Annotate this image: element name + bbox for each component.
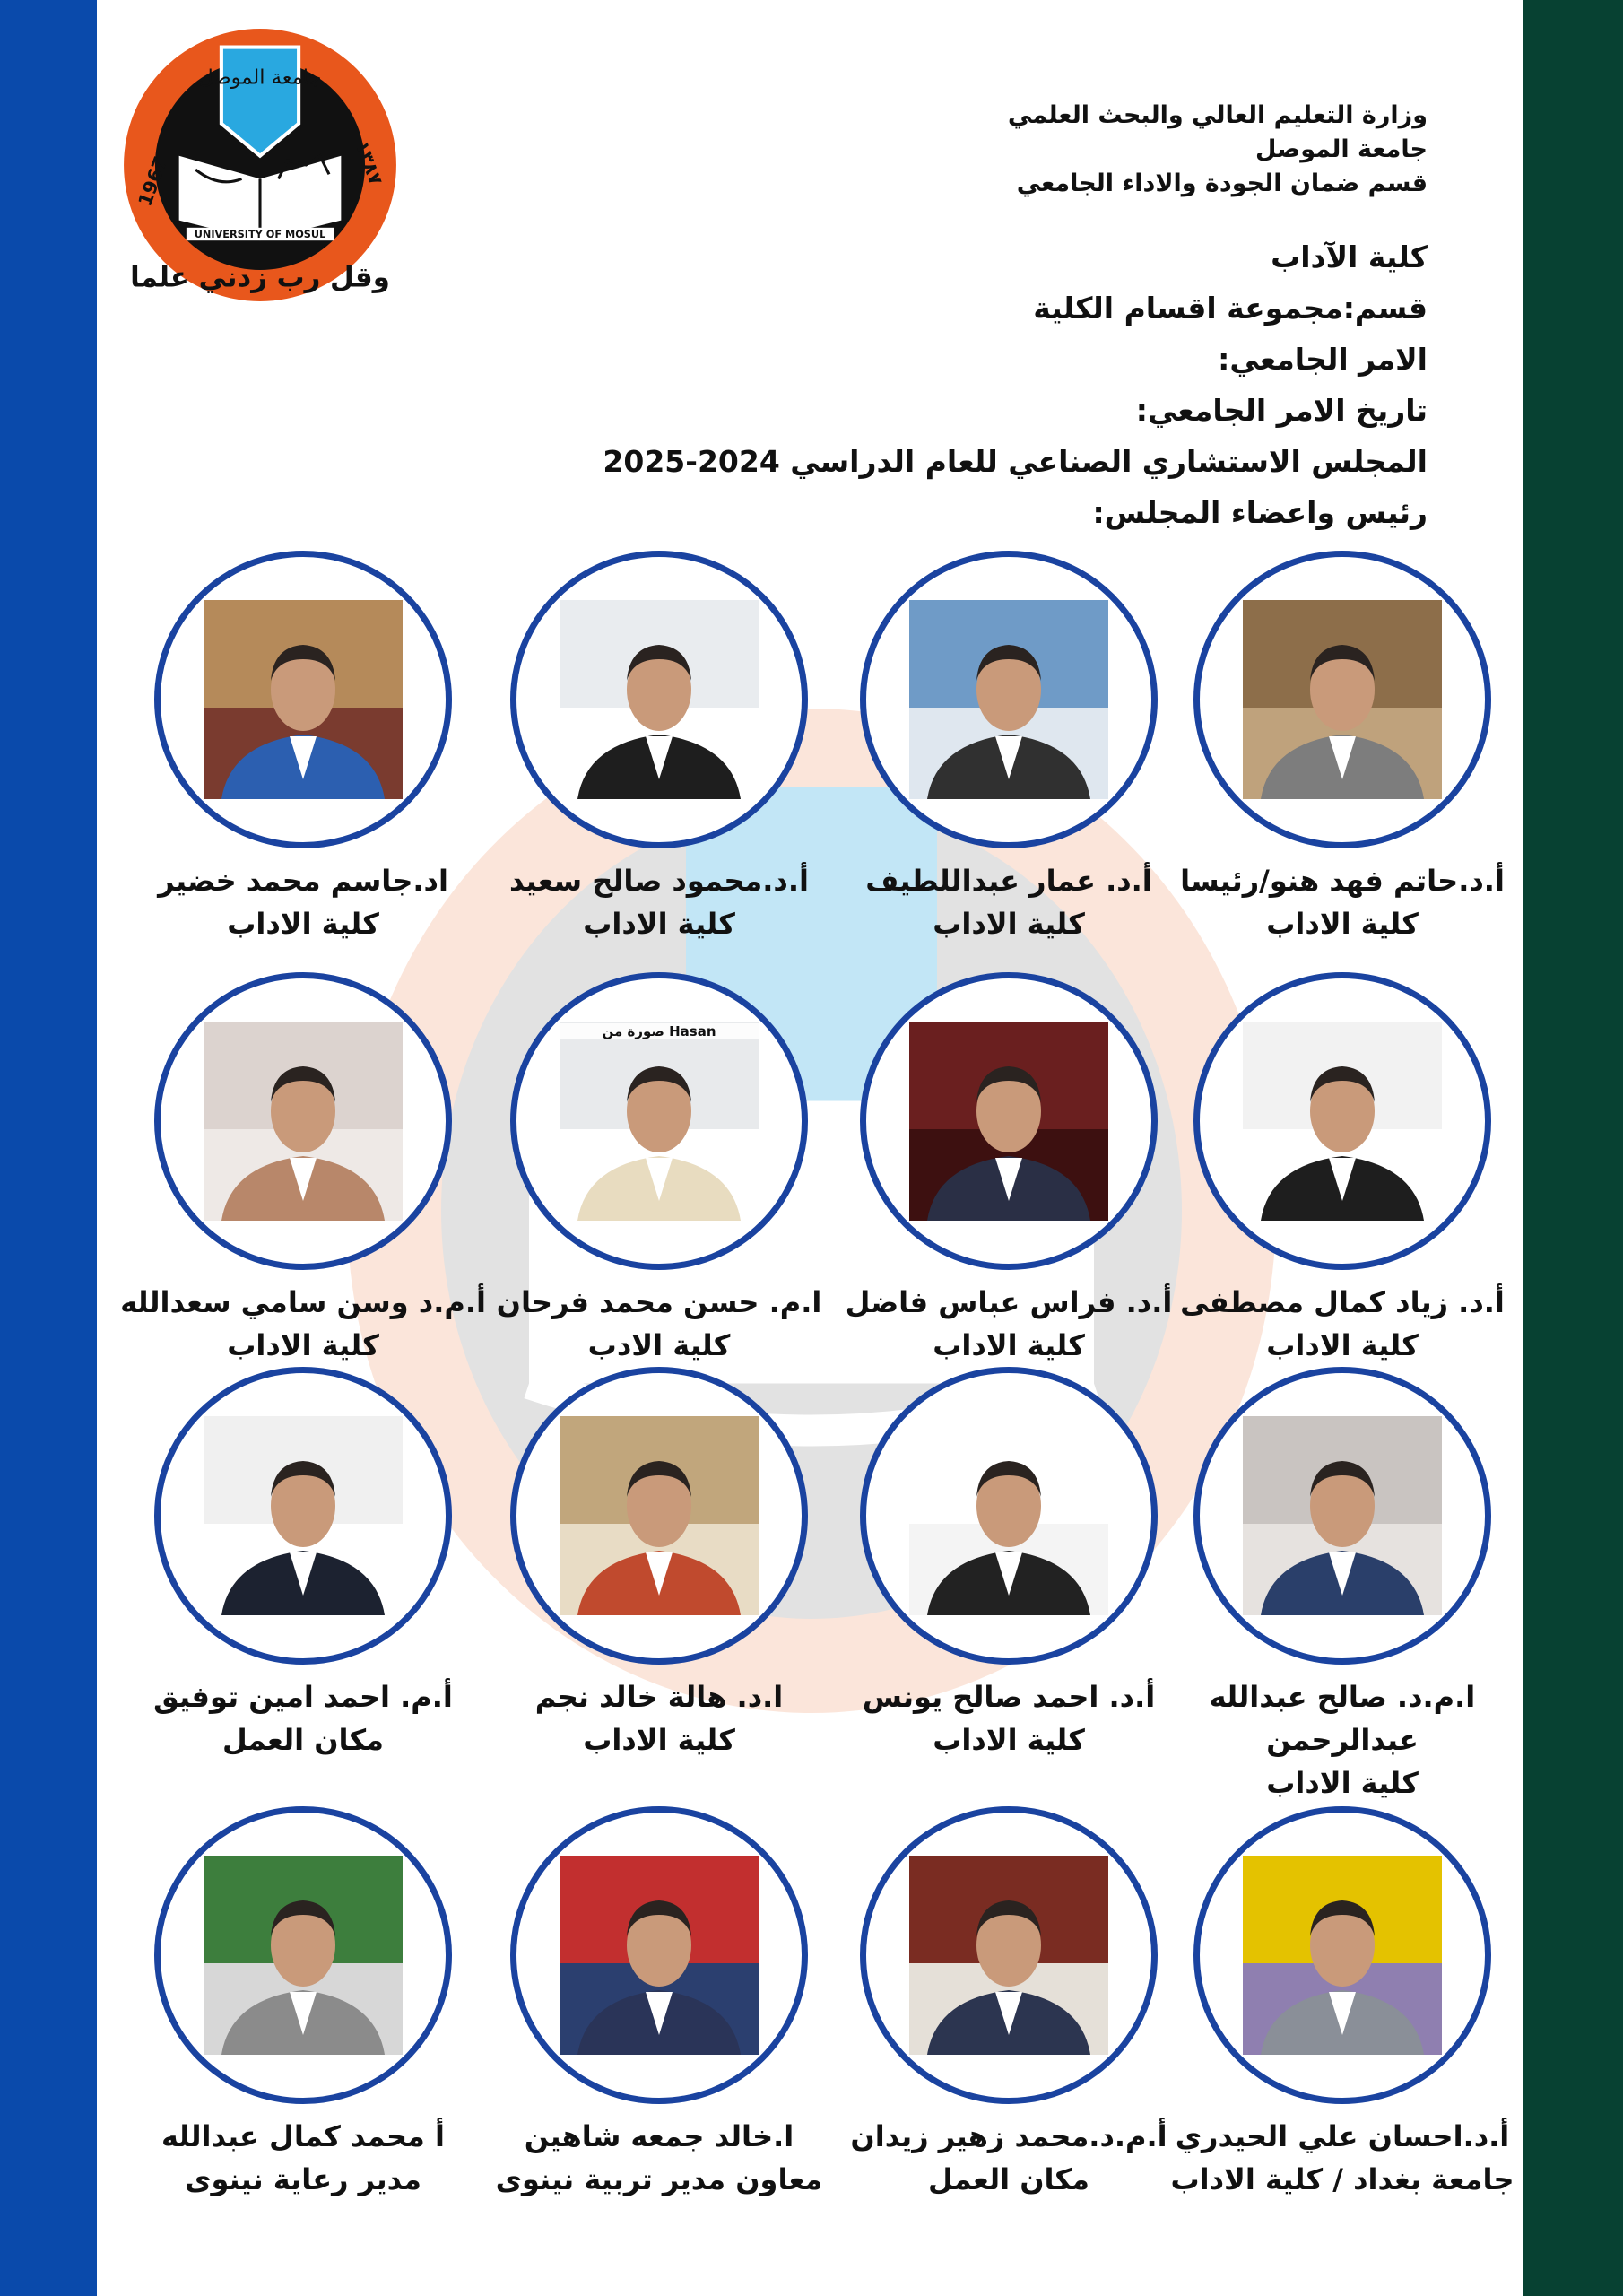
member-affiliation: مكان العمل [928, 2162, 1089, 2196]
member-caption [820, 1675, 1197, 1761]
logo-year-right: ١٣٨٧ [351, 137, 387, 188]
member-affiliation: كلية الاداب [227, 1328, 379, 1362]
member-photo-circle [1193, 1806, 1491, 2104]
member-affiliation: كلية الاداب [1266, 907, 1419, 941]
member-photo-circle [510, 972, 808, 1270]
person-portrait-icon [560, 600, 759, 799]
logo-motto: وقل رب زدني علما [130, 261, 390, 294]
member-name: أ.م.د.محمد زهير زيدان [850, 2119, 1167, 2153]
order-date-line: تاريخ الامر الجامعي: [1135, 393, 1428, 428]
person-portrait-icon [204, 1416, 403, 1615]
council-title: المجلس الاستشاري الصناعي للعام الدراسي 2024-2025 [603, 444, 1428, 479]
photo-caption: صورة من Hasan [560, 1023, 759, 1039]
member-name: أ.م. احمد امين توفيق [153, 1680, 453, 1714]
member-photo-circle [154, 1367, 452, 1665]
member-caption [820, 859, 1197, 945]
member-photo-circle [1193, 1367, 1491, 1665]
member-affiliation: مدير رعاية نينوى [185, 2162, 421, 2196]
right-green-bar [1523, 0, 1623, 2296]
member-name: أ.د. زياد كمال مصطفى [1180, 1285, 1505, 1319]
member-photo-circle [154, 1806, 452, 2104]
person-portrait-icon [560, 1416, 759, 1615]
member-photo-circle [860, 1367, 1158, 1665]
member-affiliation: كلية الاداب [933, 1723, 1085, 1757]
college-line: كلية الآداب [1271, 239, 1428, 274]
member-affiliation: كلية الاداب [583, 1723, 735, 1757]
member-name: ا.م.د. صالح عبدالله [1209, 1680, 1476, 1714]
person-portrait-icon [909, 600, 1108, 799]
logo-band-text: UNIVERSITY OF MOSUL [194, 229, 326, 241]
person-portrait-icon [1243, 1416, 1442, 1615]
member-photo [1243, 1022, 1442, 1221]
member-photo-circle [510, 1806, 808, 2104]
member-photo-circle [510, 1367, 808, 1665]
person-portrait-icon [560, 1022, 759, 1221]
member-name: أ محمد كمال عبدالله [161, 2119, 445, 2153]
left-blue-bar [0, 0, 97, 2296]
member-name: أ.د.احسان علي الحيدري [1175, 2119, 1510, 2153]
member-name: أ.د. احمد صالح يونس [862, 1680, 1156, 1714]
member-photo [560, 1856, 759, 2055]
member-caption [1154, 1281, 1531, 1367]
member-affiliation: مكان العمل [222, 1723, 384, 1757]
person-portrait-icon [560, 1856, 759, 2055]
person-portrait-icon [909, 1022, 1108, 1221]
member-caption [1154, 1675, 1531, 1805]
person-portrait-icon [204, 1856, 403, 2055]
member-photo [909, 1022, 1108, 1221]
member-affiliation: كلية الاداب [1266, 1766, 1419, 1800]
member-caption [1154, 2115, 1531, 2201]
member-photo-circle [860, 972, 1158, 1270]
logo-top-text: جامعة الموصل [198, 65, 322, 90]
member-photo [204, 1856, 403, 2055]
member-photo-circle [1193, 551, 1491, 848]
member-caption [820, 1281, 1197, 1367]
university-logo [122, 27, 398, 303]
member-name-line2: عبدالرحمن [1266, 1723, 1419, 1757]
member-affiliation: كلية الاداب [933, 1328, 1085, 1362]
member-photo [1243, 600, 1442, 799]
member-caption [471, 2115, 847, 2201]
university-line: جامعة الموصل [1255, 135, 1428, 163]
member-caption [115, 1281, 491, 1367]
member-photo-circle [154, 551, 452, 848]
member-name: أ.د.محمود صالح سعيد [509, 864, 809, 898]
members-heading: رئيس واعضاء المجلس: [1092, 495, 1428, 530]
member-photo [560, 1022, 759, 1221]
person-portrait-icon [204, 1022, 403, 1221]
member-name: اد.جاسم محمد خضير [158, 864, 448, 898]
logo-year-left: 1967 [134, 153, 172, 210]
member-photo [909, 1416, 1108, 1615]
member-affiliation: كلية الاداب [583, 907, 735, 941]
member-photo-circle [154, 972, 452, 1270]
member-name: أ.د.حاتم فهد هنو/رئيسا [1180, 864, 1505, 898]
person-portrait-icon [1243, 600, 1442, 799]
member-caption [471, 1281, 847, 1367]
member-photo [560, 600, 759, 799]
member-affiliation: كلية الادب [587, 1328, 731, 1362]
person-portrait-icon [909, 1416, 1108, 1615]
member-caption [820, 2115, 1197, 2201]
member-caption [471, 859, 847, 945]
ministry-line: وزارة التعليم العالي والبحث العلمي [1007, 101, 1428, 129]
member-photo-circle [860, 1806, 1158, 2104]
section-line: قسم:مجموعة اقسام الكلية [1033, 291, 1428, 326]
member-photo [204, 1416, 403, 1615]
person-portrait-icon [204, 600, 403, 799]
member-photo [560, 1416, 759, 1615]
member-caption [471, 1675, 847, 1761]
member-name: أ.م.د وسن سامي سعدالله [120, 1285, 486, 1319]
member-caption [115, 2115, 491, 2201]
member-caption [115, 1675, 491, 1761]
member-affiliation: جامعة بغداد / كلية الاداب [1170, 2162, 1515, 2196]
member-photo-circle [860, 551, 1158, 848]
member-photo-circle [1193, 972, 1491, 1270]
member-photo [909, 1856, 1108, 2055]
member-affiliation: كلية الاداب [1266, 1328, 1419, 1362]
document-header [441, 99, 1428, 538]
member-affiliation: كلية الاداب [227, 907, 379, 941]
member-caption [1154, 859, 1531, 945]
member-photo-circle [510, 551, 808, 848]
member-name: أ.د. فراس عباس فاضل [845, 1285, 1173, 1319]
member-name: ا.خالد جمعه شاهين [524, 2119, 794, 2153]
member-photo [204, 600, 403, 799]
member-photo [1243, 1856, 1442, 2055]
member-affiliation: كلية الاداب [933, 907, 1085, 941]
member-name: أ.د. عمار عبداللطيف [865, 864, 1152, 898]
member-name: ا.م. حسن محمد فرحان [496, 1285, 822, 1319]
member-photo [909, 600, 1108, 799]
person-portrait-icon [1243, 1856, 1442, 2055]
order-line: الامر الجامعي: [1218, 342, 1428, 377]
member-name: ا.د. هالة خالد نجم [534, 1680, 784, 1714]
person-portrait-icon [909, 1856, 1108, 2055]
member-photo [204, 1022, 403, 1221]
person-portrait-icon [1243, 1022, 1442, 1221]
department-line: قسم ضمان الجودة والاداء الجامعي [1016, 170, 1428, 197]
member-caption [115, 859, 491, 945]
member-affiliation: معاون مدير تربية نينوى [495, 2162, 823, 2196]
member-photo [1243, 1416, 1442, 1615]
